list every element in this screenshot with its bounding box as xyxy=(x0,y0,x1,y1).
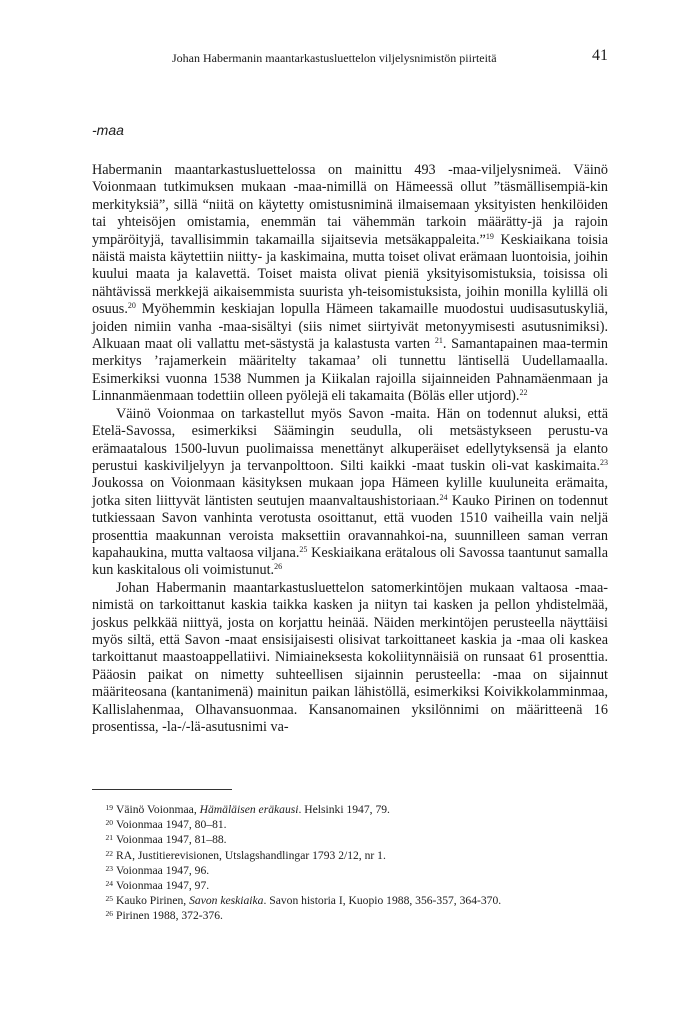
footnote-divider xyxy=(92,789,232,790)
text-run: Kauko Pirinen on todennut tutkiessaan Savon vanhinta verotusta osoittanut, että vuoden 1510 vaiheilla vain neljä prosenttia maakunnan veroista maksettiin oravannahkoi-na, suunnilleen saman verran kapahaukina, mutta valtaosa viljana. xyxy=(92,492,608,561)
footnote-25 xyxy=(92,893,608,908)
running-header xyxy=(92,47,608,70)
footnote-ref-23[interactable]: 23 xyxy=(600,457,608,467)
footnote-text-run: Väinö Voionmaa, xyxy=(116,803,200,816)
footnote-text xyxy=(116,908,223,923)
section-heading: -maa xyxy=(92,122,124,138)
footnote-number: 20 xyxy=(105,818,113,828)
footnote-ref-22[interactable]: 22 xyxy=(519,388,528,398)
footnote-23 xyxy=(92,863,608,878)
footnote-text xyxy=(116,878,209,893)
footnote-21 xyxy=(92,832,608,847)
footnote-text xyxy=(116,893,501,908)
running-title: Johan Habermanin maantarkastusluettelon viljelysnimistön piirteitä xyxy=(172,51,497,65)
footnote-text xyxy=(116,817,227,832)
text-run: Habermanin maantarkastusluettelossa on mainittu 493 -maa-viljelysnimeä. Väinö Voionmaan tutkimuksen mukaan -maa-nimillä on Hämeessä ollut ”täsmällisempiä-kin merkityksiä”, sillä “niitä on käytetty omistusniminä ilmaisemaan yksityisten henkilöiden tai yhteisöjen omistamia, enemmän tai vähemmän tarkoin määrätty-jä ja rajoin ympäröityjä, tavallisimmin takamailla sijaitsevia metsäkappaleita.” xyxy=(92,162,608,248)
body-text xyxy=(92,162,608,736)
footnote-text xyxy=(116,832,227,847)
footnote-number: 22 xyxy=(105,848,113,858)
footnote-ref-24[interactable]: 24 xyxy=(439,492,448,502)
text-run: Väinö Voionmaa on tarkastellut myös Savon -maita. Hän on todennut aluksi, että Etelä-Savossa, esimerkiksi Säämingin seudulla, oli metsästykseen perustu-va erämaatalous 1500-luvun puolimaissa menettänyt alkuperäiset edellytyksensä ja elanto perustui kaskiviljelyyn ja tervanpolttoon. Silti kaikki -maat tuskin oli-vat kaskimaita. xyxy=(92,405,608,474)
text-run: Myöhemmin keskiajan lopulla Hämeen takamaille muodostui uudisasutuskyliä, joiden nimiin vanha -maa-sisältyi (siis nimet siirtyivät metonyymisesti asutusnimiksi). Alkuaan maat oli vallattu met-sästystä ja kalastusta varten xyxy=(92,301,608,353)
footnote-text-run: . Savon historia I, Kuopio 1988, 356-357, 364-370. xyxy=(263,894,502,908)
footnote-text-run: Pirinen 1988, 372-376. xyxy=(116,909,223,923)
text-run: Johan Habermanin maantarkastusluettelon satomerkintöjen mukaan valtaosa -maa-nimistä on tarkoittanut kaskia taikka kasken ja niityn tai kasken ja pellon yhdistelmää, joskus pelkkää niittyä, josta on korjattu heinää. Näiden merkintöjen perusteella näyttäisi myös siltä, että Savon -maat ensisijaisesti olisivat tarkoittaneet kaskia ja -maa oli kaskea tarkoittanut maastoappellatiivi. Nimiaineksesta kokoliitynnäisiä on runsaat 61 prosenttia. Pääosin paikat on nimetty suhteellisen sijainnin perusteella: -maa on sijainnut määriteosana (kantanimenä) mainitun paikan lähistöllä, esimerkiksi Koivikkolamminmaa, Kallislahenmaa, Olhavansuonmaa. Kansanomainen yksilönnimi on määritteenä 16 prosentissa, -la-/-lä-asutusnimi va- xyxy=(92,579,608,735)
page-number: 41 xyxy=(592,47,608,64)
footnote-number: 21 xyxy=(105,833,113,843)
footnote-text-run: Voionmaa 1947, 81–88. xyxy=(116,833,227,847)
footnote-ref-19[interactable]: 19 xyxy=(485,231,494,241)
footnote-text-run: Voionmaa 1947, 97. xyxy=(116,879,210,893)
text-run: Keskiaikana erätalous oli Savossa taantunut samalla kun kaskitalous oli voimistunut. xyxy=(92,544,608,579)
footnote-ref-26[interactable]: 26 xyxy=(274,562,283,572)
paragraph-1 xyxy=(92,162,608,406)
footnote-number: 23 xyxy=(105,863,113,873)
footnote-number: 26 xyxy=(105,909,113,919)
footnote-ref-25[interactable]: 25 xyxy=(299,544,308,554)
footnote-19 xyxy=(92,802,608,817)
footnote-text-run: . Helsinki 1947, 79. xyxy=(298,803,390,816)
footnote-text-run: Kauko Pirinen, xyxy=(116,894,190,908)
footnote-26 xyxy=(92,908,608,923)
text-run: Joukossa on Voionmaan käsityksen mukaan jopa Hämeen kylille kuuluneita erämaita, jotka siten liittyvät läntisten seutujen maanvaltaushistoriaan. xyxy=(92,475,608,509)
text-run: Keskiaikana toisia näistä maista käytettiin niitty- ja kaskimaina, mutta toiset olivat erämaan luontoisia, joihin kuului maata ja kalavettä. Toiset maista olivat pieniä yksityisomistuksia, toisissa oli nähtävissä merkkejä aikaisemmista suurista yh-teisomistuksista, joihin monilla kylillä oli osuus. xyxy=(92,231,609,318)
footnote-ref-20[interactable]: 20 xyxy=(127,301,136,311)
footnote-ref-21[interactable]: 21 xyxy=(434,336,443,346)
footnote-22 xyxy=(92,848,608,863)
paragraph-2 xyxy=(92,406,608,580)
footnote-20 xyxy=(92,817,608,832)
footnote-title: Savon keskiaika xyxy=(189,894,264,908)
footnote-number: 25 xyxy=(105,894,113,904)
footnote-text-run: Voionmaa 1947, 80–81. xyxy=(116,818,227,832)
footnote-text-run: Voionmaa 1947, 96. xyxy=(116,863,210,877)
footnote-text xyxy=(116,863,209,878)
footnote-24 xyxy=(92,878,608,893)
footnote-text xyxy=(116,848,386,863)
footnote-number: 19 xyxy=(105,803,113,812)
footnote-text xyxy=(116,802,390,817)
footnote-text-run: RA, Justitierevisionen, Utslagshandlingar 1793 2/12, nr 1. xyxy=(116,848,386,862)
text-run: . Samantapainen maa-termin merkitys ’rajamerkein määritelty takamaa’ oli tunnettu läntisellä Uudellamaalla. Esimerkiksi vuonna 1538 Nummen ja Kiikalan rajoilla sijainneiden Pahnamäenmaan ja Linnanmäenmaan todettiin olleen pyölejä eli takamaita (Böläs eller utjord). xyxy=(92,336,608,405)
footnote-title: Hämäläisen eräkausi xyxy=(199,803,299,816)
paragraph-3 xyxy=(92,580,608,737)
footnotes xyxy=(92,802,608,924)
footnote-number: 24 xyxy=(105,879,113,889)
